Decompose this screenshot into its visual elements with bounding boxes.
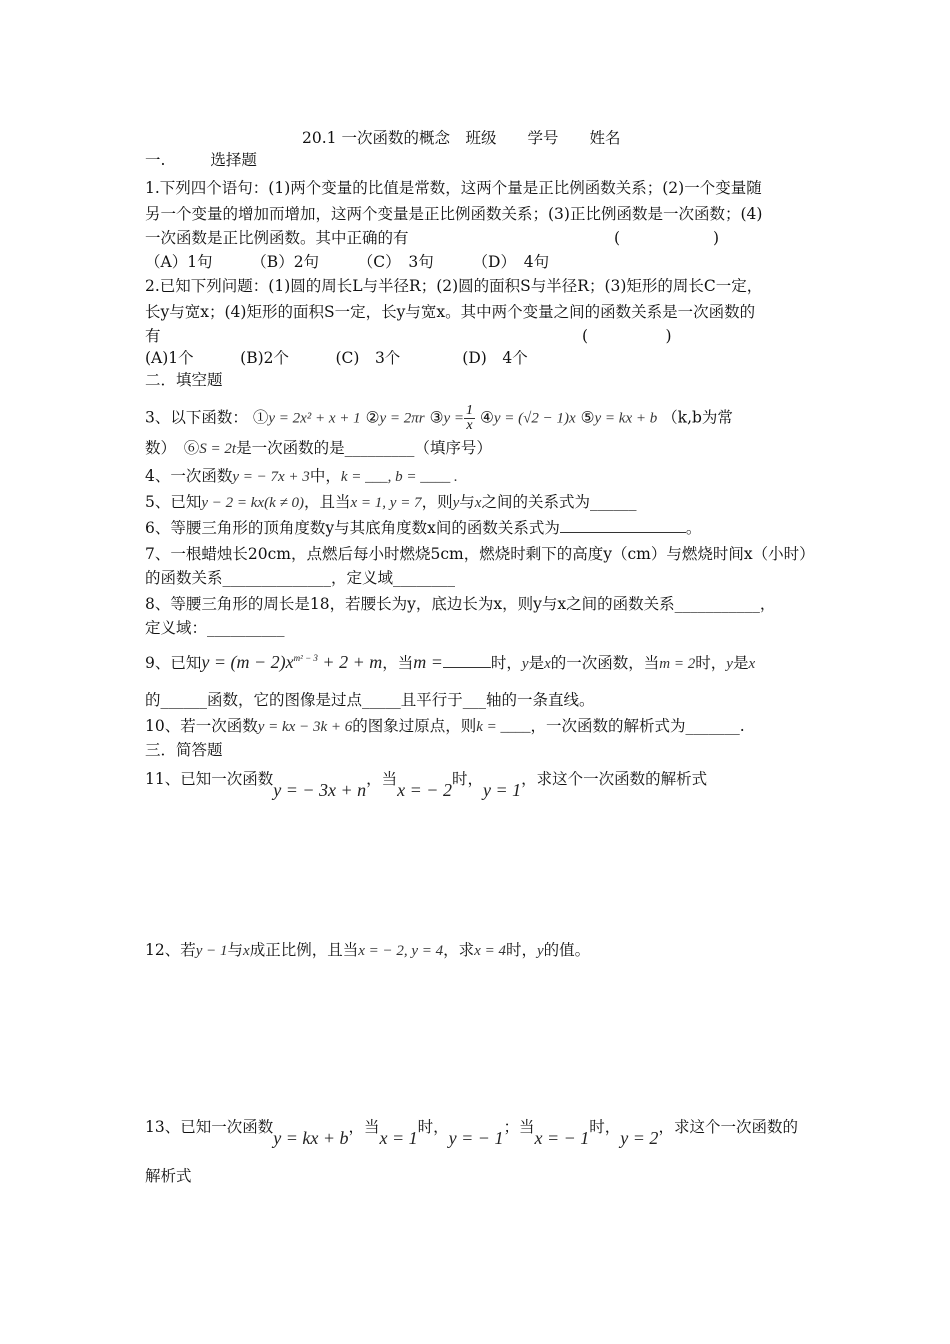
q10-tail: ，一次函数的解析式为_______. [530, 717, 745, 735]
q3-line-2-tail: 是一次函数的是_________（填序号） [236, 439, 492, 457]
q3-function-3-fraction [464, 404, 475, 433]
q8-line-1: 8、等腰三角形的周长是18，若腰长为y，底边长为x，则y与x之间的函数关系___________， [145, 595, 776, 613]
q3-marker-5: ⑤ [580, 408, 595, 427]
q11-text-c: 时， [451, 770, 483, 788]
q1-answer-paren: ( ) [614, 229, 720, 247]
q6-line [145, 518, 701, 538]
q5-tail: 之间的关系式为______ [481, 493, 637, 511]
section-1-heading [145, 150, 257, 170]
page-title: 20.1 一次函数的概念 班级 学号 姓名 [302, 129, 621, 147]
section-1-number: 一. [145, 151, 166, 169]
q13-y-value-1: y = − 1 [448, 1128, 504, 1148]
q4-function: y = − 7x + 3 [232, 469, 310, 485]
q3-function-1: y = 2x² + x + 1 [268, 410, 361, 427]
q13-x-value-2: x = − 1 [534, 1128, 590, 1148]
q5-var-y: y [452, 495, 460, 511]
q3-function-5: y = kx + b [594, 410, 658, 427]
q12-lead: 12、若 [145, 941, 196, 959]
q12-text-e: 时， [505, 941, 537, 959]
q12-tail: 的值。 [543, 941, 591, 959]
q9-blank-1 [443, 653, 491, 668]
q10-lead: 10、若一次函数 [145, 717, 258, 735]
q10-function: y = kx − 3k + 6 [257, 719, 353, 735]
q2-options: (A)1个 (B)2个 (C) 3个 (D) 4个 [145, 349, 528, 367]
q13-y-value-2: y = 2 [620, 1128, 659, 1148]
q12-expression: y − 1 [195, 943, 228, 959]
q10-text-b: 的图象过原点，则 [352, 717, 477, 735]
q9-var-y-2: y [726, 656, 733, 672]
q11-lead: 11、已知一次函数 [145, 770, 274, 788]
q9-function-tail: + 2 + m [317, 652, 383, 672]
q12-text-c: 成正比例，且当 [249, 941, 359, 959]
q9-var-y-1: y [521, 656, 529, 672]
q9-var-x-1: x [544, 656, 551, 672]
q9-text-c: 时， [490, 654, 522, 672]
q11-x-value: x = − 2 [397, 780, 452, 800]
q3-line-2 [145, 438, 492, 459]
q5-equation: y − 2 = kx(k ≠ 0) [201, 495, 304, 511]
q9-line-1 [145, 648, 755, 674]
q1-options: （A）1句 （B）2句 （C） 3句 （D） 4句 [145, 253, 550, 271]
q1-line-3: 一次函数是正比例函数。其中正确的有 [145, 229, 409, 247]
fraction-denominator: x [466, 418, 473, 433]
q12-var-x: x [243, 943, 250, 959]
q4-lead: 4、一次函数 [145, 467, 233, 485]
q3-marker-2: ② [365, 408, 380, 427]
q10-k-blank: k = ____ [476, 719, 531, 735]
q9-text-d: 是 [528, 654, 545, 672]
q6-text: 6、等腰三角形的顶角度数y与其底角度数x间的函数关系式为 [145, 519, 560, 537]
q13-function: y = kx + b [273, 1128, 349, 1148]
q1-line-1: 1.下列四个语句：(1)两个变量的比值是常数，这两个量是正比例函数关系；(2)一个变量随 [145, 179, 762, 197]
q3-line-2-lead: 数） ⑥ [145, 439, 200, 457]
q11-function: y = − 3x + n [273, 780, 367, 800]
q12-line [145, 940, 590, 961]
q2-answer-paren: ( ) [582, 327, 672, 345]
q13-line-2: 解析式 [145, 1167, 192, 1185]
q9-text-b: ，当 [382, 654, 414, 672]
q5-line [145, 492, 636, 513]
q7-line-2: 的函数关系______________，定义域________ [145, 569, 456, 587]
q13-text-e: 时， [589, 1118, 621, 1136]
q3-tail: （k,b为常 [662, 408, 733, 427]
q5-condition: x = 1, y = 7 [350, 495, 422, 511]
q9-var-x-2: x [748, 656, 756, 672]
q12-condition: x = − 2, y = 4 [358, 943, 444, 959]
q9-text-f: 时， [695, 654, 727, 672]
q11-text-b: ，当 [366, 770, 398, 788]
q4-line [145, 466, 458, 487]
q12-text-b: 与 [227, 941, 244, 959]
q9-function-base: y = (m − 2)x [201, 652, 294, 672]
q9-line-2: 的______函数，它的图像是过点_____且平行于___轴的一条直线。 [145, 691, 595, 709]
q11-y-value: y = 1 [482, 780, 522, 800]
q9-lead: 9、已知 [145, 654, 202, 672]
q9-function-exponent: m² − 3 [293, 653, 318, 663]
q3-lead: 3、以下函数： [145, 408, 248, 427]
q12-text-d: ，求 [443, 941, 475, 959]
q3-marker-3: ③ [429, 408, 444, 427]
q5-var-x: x [474, 495, 482, 511]
q3-function-6: S = 2t [199, 441, 237, 457]
q4-blanks: k = ___, b = ____ . [340, 469, 458, 485]
q13-text-d: ；当 [503, 1118, 535, 1136]
q9-m-equals: m = [413, 652, 443, 672]
q12-var-y: y [536, 943, 544, 959]
q6-blank [560, 518, 686, 533]
q13-lead: 13、已知一次函数 [145, 1118, 274, 1136]
q3-marker-4: ④ [479, 408, 494, 427]
q5-text-b: ，且当 [303, 493, 351, 511]
q3-function-4: y = (√2 − 1)x [493, 410, 576, 427]
q8-line-2: 定义域：__________ [145, 619, 285, 637]
q9-text-e: 的一次函数，当 [550, 654, 660, 672]
q3-function-2: y = 2πr [379, 410, 425, 427]
q9-function [201, 652, 382, 672]
q2-line-1: 2.已知下列问题：(1)圆的周长L与半径R；(2)圆的面积S与半径R；(3)矩形的周长C一定， [145, 277, 763, 295]
q7-line-1: 7、一根蜡烛长20cm，点燃后每小时燃烧5cm，燃烧时剩下的高度y（cm）与燃烧时间x（小时） [145, 545, 815, 563]
q5-lead: 5、已知 [145, 493, 202, 511]
q12-x-value: x = 4 [474, 943, 506, 959]
q3-marker-1: ① [252, 408, 269, 427]
q1-line-2: 另一个变量的增加而增加，这两个变量是正比例函数关系；(3)正比例函数是一次函数；(4) [145, 205, 763, 223]
section-1-label: 选择题 [210, 151, 257, 169]
q10-line [145, 716, 745, 737]
q3-function-3-lhs: y = [443, 410, 465, 427]
q3-line-1 [145, 404, 733, 433]
section-3-heading: 三．简答题 [145, 741, 223, 759]
q9-m-equals-2: m = 2 [659, 656, 696, 672]
q9-text-g: 是 [732, 654, 749, 672]
q11-tail: ，求这个一次函数的解析式 [521, 770, 708, 788]
q2-line-2: 长y与宽x；(4)矩形的面积S一定，长y与宽x。其中两个变量之间的函数关系是一次函数的 [145, 303, 756, 321]
q13-text-b: ，当 [348, 1118, 380, 1136]
q2-line-3: 有 [145, 327, 161, 345]
q11-line [145, 768, 708, 800]
q13-line-1 [145, 1116, 798, 1148]
fraction-numerator: 1 [466, 403, 474, 418]
q6-end: 。 [685, 519, 702, 537]
q5-text-d: 与 [459, 493, 475, 511]
q5-text-c: ，则 [421, 493, 453, 511]
q13-tail: ，求这个一次函数的 [658, 1118, 798, 1136]
q13-text-c: 时， [417, 1118, 449, 1136]
q4-mid: 中， [309, 467, 341, 485]
section-2-heading: 二．填空题 [145, 371, 223, 389]
q13-x-value-1: x = 1 [379, 1128, 418, 1148]
